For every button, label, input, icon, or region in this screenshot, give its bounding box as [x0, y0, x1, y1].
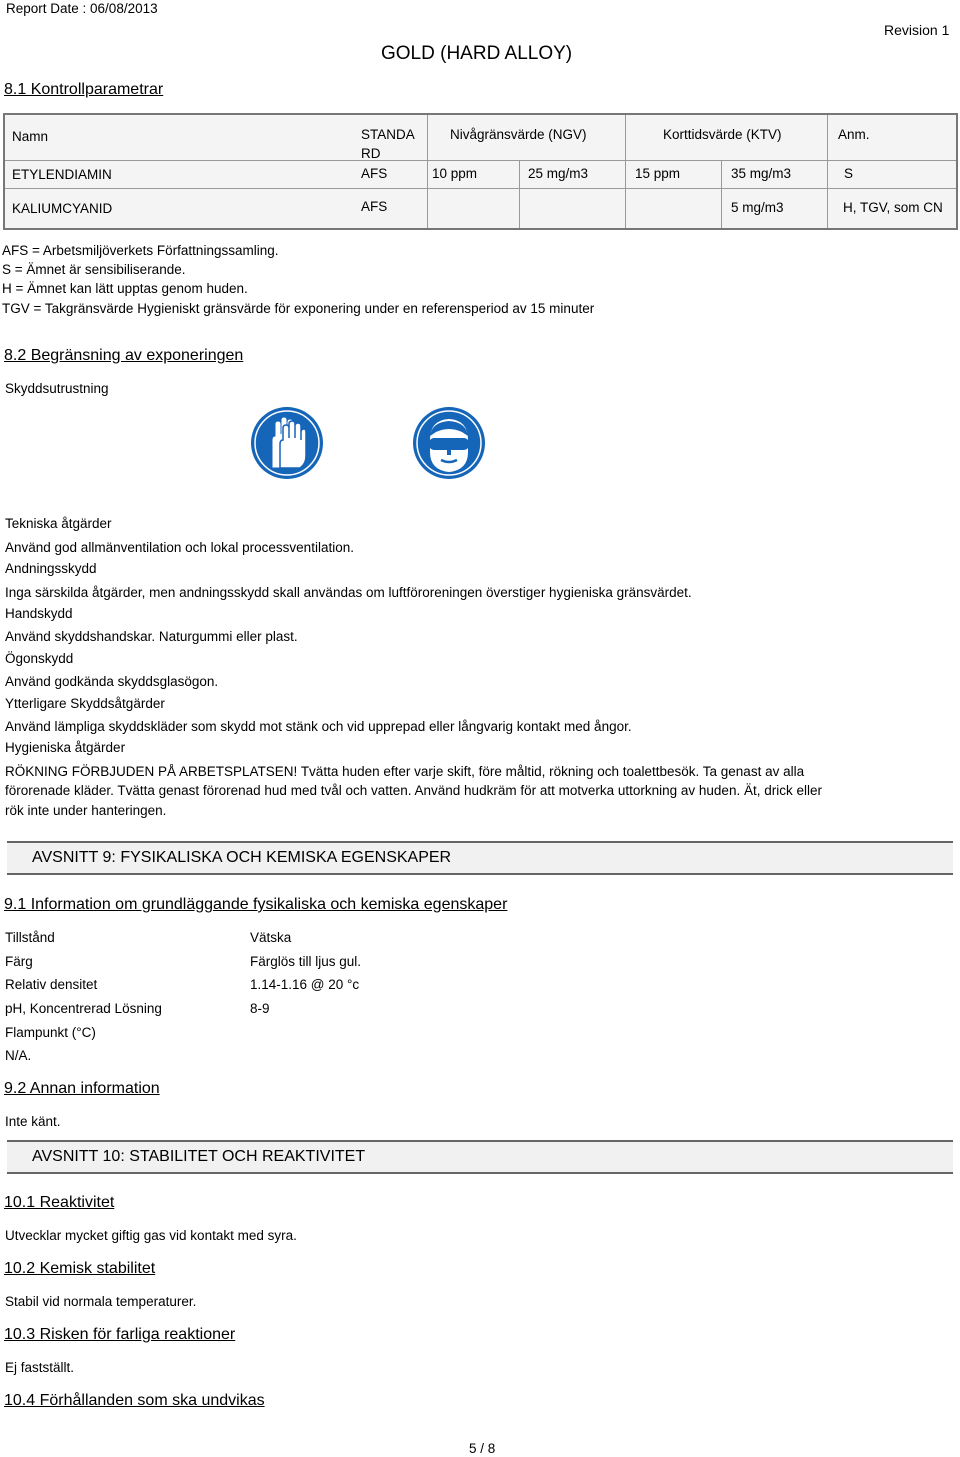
table-row-2-remark: H, TGV, som CN: [843, 200, 943, 215]
section-10-3-heading: 10.3 Risken för farliga reaktioner: [4, 1326, 236, 1343]
prop-label-flashpoint: Flampunkt (°C): [5, 1025, 96, 1040]
section-9-bar: [7, 841, 953, 875]
hygiene-text-3: rök inte under hanteringen.: [5, 803, 167, 818]
hygiene-text-1: RÖKNING FÖRBJUDEN PÅ ARBETSPLATSEN! Tvätta huden efter varje skift, före måltid, rökning och toalettbesök. Ta genast av alla: [5, 764, 805, 779]
prop-label-color: Färg: [5, 954, 33, 969]
control-parameters-table: [3, 113, 958, 230]
note-h: H = Ämnet kan lätt upptas genom huden.: [2, 281, 248, 296]
eye-protection-label: Ögonskydd: [5, 651, 74, 666]
section-10-4-heading: 10.4 Förhållanden som ska undvikas: [4, 1392, 265, 1409]
prop-label-density: Relativ densitet: [5, 977, 98, 992]
additional-protection-label: Ytterligare Skyddsåtgärder: [5, 696, 165, 711]
page-number: 5 / 8: [469, 1441, 496, 1456]
table-row-1-ktv-ppm: 15 ppm: [635, 166, 681, 181]
prop-label-state: Tillstånd: [5, 930, 55, 945]
prop-value-state: Vätska: [250, 930, 292, 945]
section-10-title: AVSNITT 10: STABILITET OCH REAKTIVITET: [32, 1148, 366, 1165]
section-9-1-heading: 9.1 Information om grundläggande fysikaliska och kemiska egenskaper: [4, 896, 508, 913]
table-row-1-ktv-mg: 35 mg/m3: [731, 166, 792, 181]
respiratory-label: Andningsskydd: [5, 561, 97, 576]
prop-value-ph: 8-9: [250, 1001, 270, 1016]
report-date: Report Date : 06/08/2013: [6, 1, 158, 16]
section-10-3-text: Ej fastställt.: [5, 1360, 75, 1375]
note-s: S = Ämnet är sensibiliserande.: [2, 262, 186, 277]
hand-protection-text: Använd skyddshandskar. Naturgummi eller plast.: [5, 629, 298, 644]
hand-protection-label: Handskydd: [5, 606, 73, 621]
section-8-1-heading: 8.1 Kontrollparametrar: [4, 81, 164, 98]
header-name: Namn: [12, 129, 49, 144]
safety-glasses-icon: [412, 406, 486, 480]
section-9-title: AVSNITT 9: FYSIKALISKA OCH KEMISKA EGENSKAPER: [32, 849, 452, 866]
product-title: GOLD (HARD ALLOY): [381, 43, 573, 64]
table-row-2-ktv-mg: 5 mg/m3: [731, 200, 784, 215]
ppe-label: Skyddsutrustning: [5, 381, 109, 396]
header-ktv: Korttidsvärde (KTV): [663, 127, 782, 142]
hygiene-label: Hygieniska åtgärder: [5, 740, 126, 755]
prop-value-density: 1.14-1.16 @ 20 °c: [250, 977, 360, 992]
section-10-2-heading: 10.2 Kemisk stabilitet: [4, 1260, 156, 1277]
eye-protection-text: Använd godkända skyddsglasögon.: [5, 674, 219, 689]
section-9-2-heading: 9.2 Annan information: [4, 1080, 160, 1097]
table-row-1-ngv-mg: 25 mg/m3: [528, 166, 589, 181]
section-8-2-heading: 8.2 Begränsning av exponeringen: [4, 347, 244, 364]
hygiene-text-2: förorenade kläder. Tvätta genast förorenad hud med tvål och vatten. Använd hudkräm för att motverka uttorkning av huden. Ät, drick eller: [5, 783, 822, 798]
table-row-1-ngv-ppm: 10 ppm: [432, 166, 478, 181]
table-row-1-remark: S: [844, 166, 854, 181]
header-standard-1: STANDA: [361, 127, 415, 142]
note-afs: AFS = Arbetsmiljöverkets Författningssamling.: [2, 243, 279, 258]
table-row-2-standard: AFS: [361, 199, 388, 214]
prop-value-color: Färglös till ljus gul.: [250, 954, 362, 969]
prop-label-ph: pH, Koncentrerad Lösning: [5, 1001, 162, 1016]
note-tgv: TGV = Takgränsvärde Hygieniskt gränsvärde för exponering under en referensperiod av 15 minuter: [2, 301, 595, 316]
technical-measures-text: Använd god allmänventilation och lokal processventilation.: [5, 540, 354, 555]
other-info-text: Inte känt.: [5, 1114, 61, 1129]
section-10-1-heading: 10.1 Reaktivitet: [4, 1194, 115, 1211]
technical-measures-label: Tekniska åtgärder: [5, 516, 112, 531]
table-row-1-standard: AFS: [361, 166, 388, 181]
table-row-1-name: ETYLENDIAMIN: [12, 167, 112, 182]
additional-protection-text: Använd lämpliga skyddskläder som skydd mot stänk och vid upprepad eller långvarig kontakt med ångor.: [5, 719, 632, 734]
table-row-2-name: KALIUMCYANID: [12, 201, 113, 216]
section-10-2-text: Stabil vid normala temperaturer.: [5, 1294, 197, 1309]
section-10-bar: [7, 1140, 953, 1174]
header-standard-2: RD: [361, 146, 381, 161]
respiratory-text: Inga särskilda åtgärder, men andningsskydd skall användas om luftföroreningen överstiger hygieniska gränsvärdet.: [5, 585, 692, 600]
gloves-icon: [250, 406, 324, 480]
header-ngv: Nivågränsvärde (NGV): [450, 127, 587, 142]
prop-value-flashpoint: N/A.: [5, 1048, 32, 1063]
revision-label: Revision 1: [884, 22, 950, 38]
section-10-1-text: Utvecklar mycket giftig gas vid kontakt med syra.: [5, 1228, 297, 1243]
header-remark: Anm.: [838, 127, 870, 142]
